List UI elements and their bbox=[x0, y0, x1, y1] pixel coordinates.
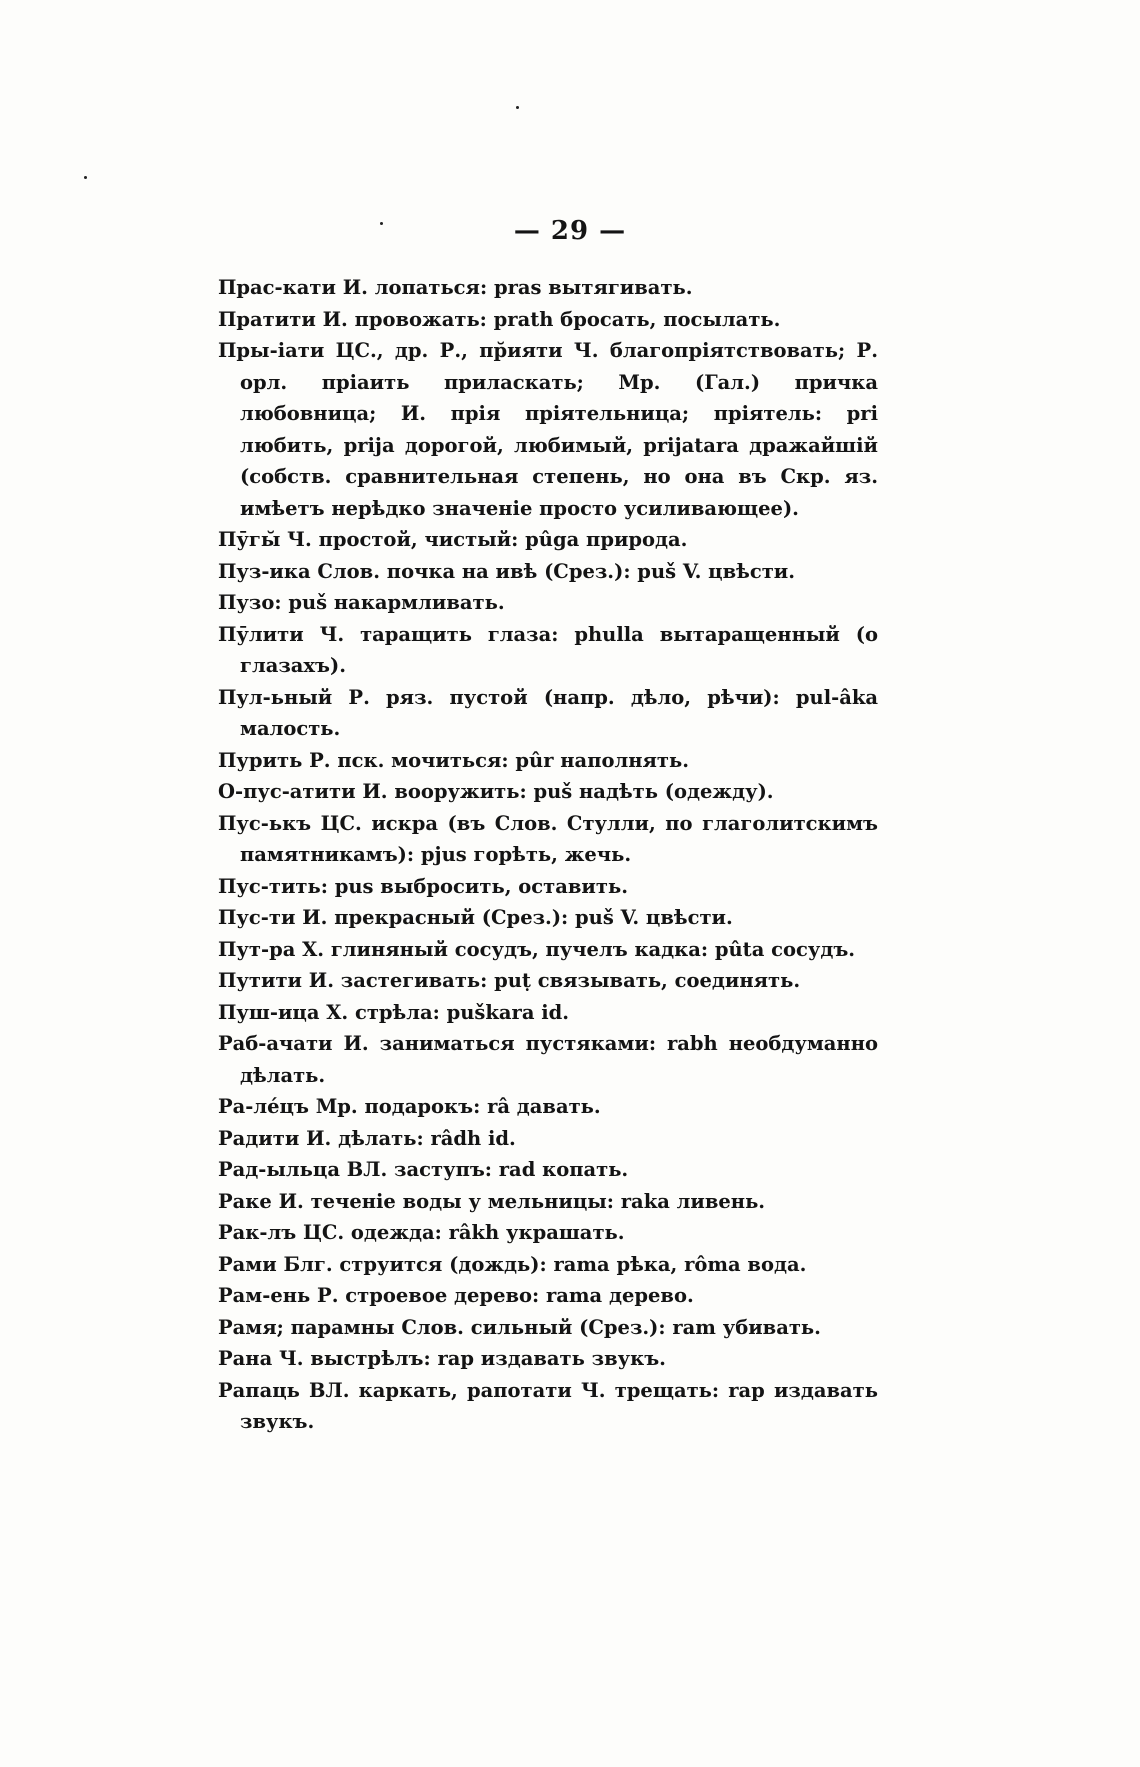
dictionary-entry: Ра-лéцъ Мр. подарокъ: râ давать. bbox=[218, 1095, 601, 1118]
dictionary-entry: Пры-іати ЦС., др. Р., пр̆ияти Ч. благопріятствовать; Р. орл. пріаить приласкать; Мр. (Гал.) причка любовница; И. прія пріятельница; пріятель: pri любить, prija дорогой, любимый, prijatara дражайшій (собств. сравнительная степень, но она въ Скр. яз. имѣетъ нерѣдко значеніе просто усиливающее). bbox=[218, 339, 878, 520]
dictionary-entry: Пӯгы̆ Ч. простой, чистый: pûga природа. bbox=[218, 528, 688, 551]
dictionary-entry: Пул-ьный Р. ряз. пустой (напр. дѣло, рѣчи): pul-âka малость. bbox=[218, 685, 878, 740]
dictionary-entries bbox=[218, 272, 878, 1438]
dictionary-entry: Рапаць ВЛ. каркать, рапотати Ч. трещать: rap издавать звукъ. bbox=[218, 1378, 878, 1433]
dictionary-entry: Рам-ень Р. строевое дерево: rama дерево. bbox=[218, 1284, 694, 1307]
dictionary-entry: Радити И. дѣлать: râdh id. bbox=[218, 1126, 516, 1150]
dictionary-entry: О-пус-атити И. вооружить: puš надѣть (одежду). bbox=[218, 780, 774, 803]
ink-speck bbox=[516, 106, 519, 109]
dictionary-entry: Раке И. теченіе воды у мельницы: raka ливень. bbox=[218, 1189, 766, 1213]
dictionary-entry: Рана Ч. выстрѣлъ: rap издавать звукъ. bbox=[218, 1347, 666, 1370]
dictionary-entry: Раб-ачати И. заниматься пустяками: rabh необдуманно дѣлать. bbox=[218, 1032, 878, 1087]
dictionary-entry: Пус-ькъ ЦС. искра (въ Слов. Стулли, по глаголитскимъ памятникамъ): pjus горѣть, жечь. bbox=[218, 811, 878, 866]
dictionary-entry: Рамя; парамны Слов. сильный (Срез.): ram убивать. bbox=[218, 1315, 821, 1339]
dictionary-entry: Пӯлити Ч. таращить глаза: phulla вытаращенный (о глазахъ). bbox=[218, 622, 878, 677]
dictionary-entry: Пуш-ица Х. стрѣла: puškara id. bbox=[218, 1000, 570, 1024]
page-number: — 29 — bbox=[513, 216, 627, 246]
ink-speck bbox=[84, 176, 87, 179]
dictionary-entry: Прас-кати И. лопаться: pras вытягивать. bbox=[218, 276, 693, 299]
dictionary-entry: Пуз-ика Слов. почка на ивѣ (Срез.): puš V. цвѣсти. bbox=[218, 559, 796, 583]
dictionary-entry: Пут-ра Х. глиняный сосудъ, пучелъ кадка: pûta сосудъ. bbox=[218, 937, 856, 961]
dictionary-entry: Пус-ти И. прекрасный (Срез.): puš V. цвѣсти. bbox=[218, 906, 733, 929]
dictionary-entry: Рами Блг. струится (дождь): rama рѣка, rôma вода. bbox=[218, 1252, 807, 1276]
dictionary-entry: Путити И. застегивать: puṭ связывать, соединять. bbox=[218, 969, 801, 992]
dictionary-entry: Пратити И. провожать: prath бросать, посылать. bbox=[218, 307, 781, 331]
dictionary-entry: Пузо: puš накармливать. bbox=[218, 591, 505, 614]
dictionary-entry: Пус-тить: pus выбросить, оставить. bbox=[218, 874, 628, 898]
dictionary-entry: Рак-лъ ЦС. одежда: râkh украшать. bbox=[218, 1221, 625, 1244]
dictionary-entry: Рад-ыльца ВЛ. заступъ: rad копать. bbox=[218, 1158, 629, 1181]
dictionary-entry: Пурить Р. пск. мочиться: pûr наполнять. bbox=[218, 748, 690, 772]
